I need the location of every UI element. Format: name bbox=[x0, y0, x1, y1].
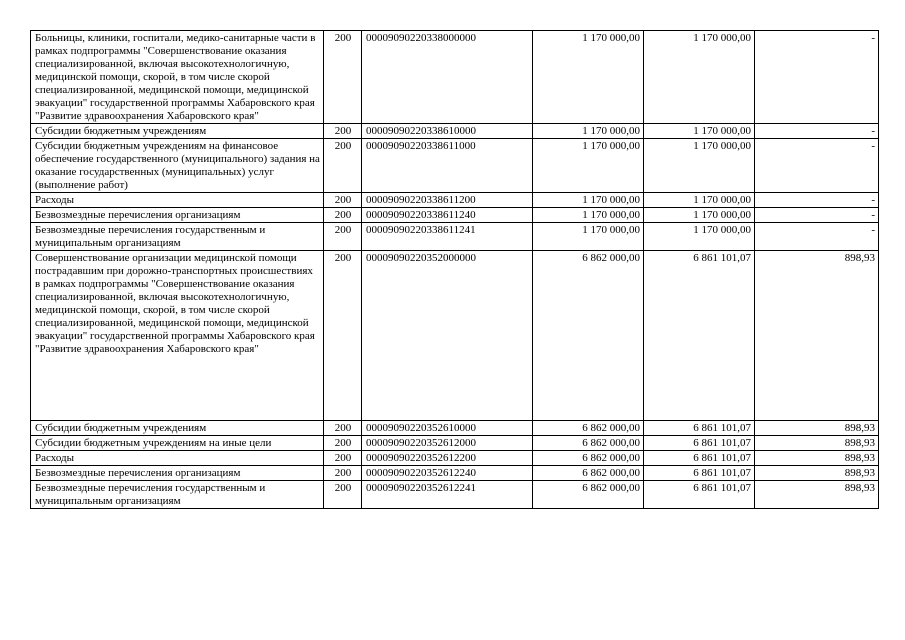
row-code-cell: 200 bbox=[324, 466, 362, 481]
row-name-cell: Безвозмездные перечисления государственным и муниципальным организациям bbox=[31, 223, 324, 251]
table-row bbox=[31, 481, 879, 509]
table-row bbox=[31, 421, 879, 436]
table-row bbox=[31, 251, 879, 421]
row-classification-cell: 00009090220338610000 bbox=[362, 124, 533, 139]
row-code-cell: 200 bbox=[324, 451, 362, 466]
row-name-cell: Расходы bbox=[31, 193, 324, 208]
row-unexecuted-cell: 898,93 bbox=[755, 251, 879, 421]
row-approved-cell: 1 170 000,00 bbox=[533, 124, 644, 139]
row-unexecuted-cell: - bbox=[755, 193, 879, 208]
row-executed-cell: 1 170 000,00 bbox=[644, 124, 755, 139]
row-approved-cell: 1 170 000,00 bbox=[533, 139, 644, 193]
row-classification-cell: 00009090220352612200 bbox=[362, 451, 533, 466]
row-executed-cell: 6 861 101,07 bbox=[644, 481, 755, 509]
row-code-cell: 200 bbox=[324, 31, 362, 124]
table-row bbox=[31, 124, 879, 139]
row-executed-cell: 6 861 101,07 bbox=[644, 421, 755, 436]
row-name-cell: Больницы, клиники, госпитали, медико-санитарные части в рамках подпрограммы "Совершенствование оказания специализированной, включая высокотехнологичную, медицинской помощи, скорой, в том числе скорой специализированной, медицинской помощи, медицинской эвакуации" государственной программы Хабаровского края "Развитие здравоохранения Хабаровского края" bbox=[31, 31, 324, 124]
table-row bbox=[31, 223, 879, 251]
row-approved-cell: 6 862 000,00 bbox=[533, 451, 644, 466]
row-classification-cell: 00009090220352610000 bbox=[362, 421, 533, 436]
table-row bbox=[31, 466, 879, 481]
row-classification-cell: 00009090220338611240 bbox=[362, 208, 533, 223]
row-executed-cell: 1 170 000,00 bbox=[644, 193, 755, 208]
row-code-cell: 200 bbox=[324, 124, 362, 139]
table-row bbox=[31, 31, 879, 124]
row-code-cell: 200 bbox=[324, 208, 362, 223]
row-unexecuted-cell: - bbox=[755, 124, 879, 139]
row-classification-cell: 00009090220338611200 bbox=[362, 193, 533, 208]
row-unexecuted-cell: - bbox=[755, 208, 879, 223]
row-name-cell: Расходы bbox=[31, 451, 324, 466]
row-code-cell: 200 bbox=[324, 223, 362, 251]
row-executed-cell: 6 861 101,07 bbox=[644, 451, 755, 466]
row-code-cell: 200 bbox=[324, 436, 362, 451]
row-unexecuted-cell: 898,93 bbox=[755, 451, 879, 466]
row-name-cell: Безвозмездные перечисления государственным и муниципальным организациям bbox=[31, 481, 324, 509]
table-row bbox=[31, 193, 879, 208]
table-row bbox=[31, 208, 879, 223]
row-classification-cell: 00009090220338611000 bbox=[362, 139, 533, 193]
row-approved-cell: 1 170 000,00 bbox=[533, 31, 644, 124]
row-name-cell: Субсидии бюджетным учреждениям на финансовое обеспечение государственного (муниципального) задания на оказание государственных (муниципальных) услуг (выполнение работ) bbox=[31, 139, 324, 193]
row-classification-cell: 00009090220338611241 bbox=[362, 223, 533, 251]
row-executed-cell: 1 170 000,00 bbox=[644, 139, 755, 193]
expenditure-table bbox=[30, 30, 879, 509]
row-executed-cell: 1 170 000,00 bbox=[644, 31, 755, 124]
row-unexecuted-cell: 898,93 bbox=[755, 466, 879, 481]
row-unexecuted-cell: - bbox=[755, 139, 879, 193]
row-unexecuted-cell: - bbox=[755, 223, 879, 251]
row-code-cell: 200 bbox=[324, 193, 362, 208]
row-approved-cell: 1 170 000,00 bbox=[533, 223, 644, 251]
table-row bbox=[31, 451, 879, 466]
row-approved-cell: 6 862 000,00 bbox=[533, 421, 644, 436]
row-classification-cell: 00009090220352612000 bbox=[362, 436, 533, 451]
table-row bbox=[31, 436, 879, 451]
row-name-cell: Субсидии бюджетным учреждениям bbox=[31, 124, 324, 139]
row-executed-cell: 1 170 000,00 bbox=[644, 223, 755, 251]
row-code-cell: 200 bbox=[324, 481, 362, 509]
row-classification-cell: 00009090220352612240 bbox=[362, 466, 533, 481]
row-name-cell: Безвозмездные перечисления организациям bbox=[31, 466, 324, 481]
row-approved-cell: 6 862 000,00 bbox=[533, 436, 644, 451]
row-approved-cell: 1 170 000,00 bbox=[533, 193, 644, 208]
row-code-cell: 200 bbox=[324, 421, 362, 436]
table-row bbox=[31, 139, 879, 193]
row-name-cell: Субсидии бюджетным учреждениям bbox=[31, 421, 324, 436]
row-classification-cell: 00009090220338000000 bbox=[362, 31, 533, 124]
row-name-cell: Безвозмездные перечисления организациям bbox=[31, 208, 324, 223]
row-classification-cell: 00009090220352000000 bbox=[362, 251, 533, 421]
row-executed-cell: 6 861 101,07 bbox=[644, 251, 755, 421]
row-unexecuted-cell: 898,93 bbox=[755, 421, 879, 436]
row-name-cell: Субсидии бюджетным учреждениям на иные цели bbox=[31, 436, 324, 451]
row-executed-cell: 6 861 101,07 bbox=[644, 466, 755, 481]
row-approved-cell: 6 862 000,00 bbox=[533, 481, 644, 509]
row-approved-cell: 6 862 000,00 bbox=[533, 251, 644, 421]
row-unexecuted-cell: - bbox=[755, 31, 879, 124]
row-approved-cell: 1 170 000,00 bbox=[533, 208, 644, 223]
row-unexecuted-cell: 898,93 bbox=[755, 481, 879, 509]
row-executed-cell: 1 170 000,00 bbox=[644, 208, 755, 223]
row-name-cell: Совершенствование организации медицинской помощи пострадавшим при дорожно-транспортных происшествиях в рамках подпрограммы "Совершенствование оказания специализированной, включая высокотехнологичную, медицинской помощи, скорой, в том числе скорой специализированной, медицинской помощи, медицинской эвакуации" государственной программы Хабаровского края "Развитие здравоохранения Хабаровского края" bbox=[31, 251, 324, 421]
row-executed-cell: 6 861 101,07 bbox=[644, 436, 755, 451]
row-approved-cell: 6 862 000,00 bbox=[533, 466, 644, 481]
row-classification-cell: 00009090220352612241 bbox=[362, 481, 533, 509]
row-unexecuted-cell: 898,93 bbox=[755, 436, 879, 451]
row-code-cell: 200 bbox=[324, 139, 362, 193]
row-code-cell: 200 bbox=[324, 251, 362, 421]
